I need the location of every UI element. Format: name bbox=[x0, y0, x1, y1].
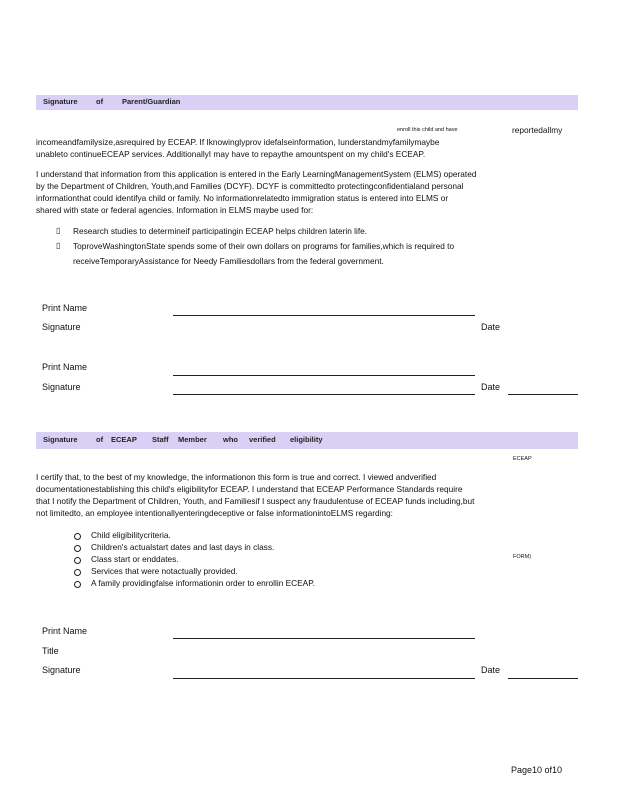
header-word: Signature bbox=[43, 435, 78, 444]
signature-field[interactable] bbox=[173, 394, 475, 395]
header-word: Signature bbox=[43, 97, 78, 106]
circle-bullet-icon bbox=[74, 569, 81, 576]
circle-bullet-icon bbox=[74, 557, 81, 564]
small-note: enroll this child and have bbox=[397, 127, 458, 133]
print-name-field[interactable] bbox=[173, 638, 475, 639]
print-name-field[interactable] bbox=[173, 375, 475, 376]
paragraph-line: I certify that, to the best of my knowledge, the informationon this form is true and correct. I viewed andverified bbox=[36, 472, 437, 482]
list-item: Class start or enddates. bbox=[91, 554, 179, 564]
signature-label: Signature bbox=[42, 382, 81, 392]
header-word: Parent/Guardian bbox=[122, 97, 181, 106]
paragraph-line: by the Department of Children, Youth,and Families (DCYF). DCYF is committedto protectingconfidentialand personal bbox=[36, 181, 464, 191]
header-word: ECEAP bbox=[111, 435, 137, 444]
small-tag: ECEAP bbox=[513, 456, 532, 462]
date-field[interactable] bbox=[508, 394, 578, 395]
date-label: Date bbox=[481, 382, 501, 392]
header-word: Staff bbox=[152, 435, 169, 444]
date-label: Date bbox=[481, 665, 501, 675]
paragraph-line: that I notify the Department of Children, Youth, and Familiesif I suspect any fraudulentuse of ECEAP funds including,but bbox=[36, 496, 475, 506]
header-word: eligibility bbox=[290, 435, 323, 444]
paragraph-line: I understand that information from this application is entered in the Early LearningManagementSystem (ELMS) operated bbox=[36, 169, 477, 179]
signature-field[interactable] bbox=[173, 678, 475, 679]
header-word: of bbox=[96, 97, 104, 106]
circle-bullet-icon bbox=[74, 533, 81, 540]
signature-label: Signature bbox=[42, 665, 81, 675]
list-item: Child eligibilitycriteria. bbox=[91, 530, 171, 540]
bullet-icon: ▯ bbox=[56, 226, 61, 235]
print-name-label: Print Name bbox=[42, 626, 88, 636]
parent-signature-header bbox=[36, 95, 578, 110]
staff-signature-header bbox=[36, 432, 578, 449]
print-name-label: Print Name bbox=[42, 303, 88, 313]
date-label: Date bbox=[481, 322, 501, 332]
paragraph-line: unableto continueECEAP services. AdditionallyI may have to repaythe amountspent on my child's ECEAP. bbox=[36, 149, 426, 159]
header-word: who bbox=[223, 435, 238, 444]
header-word: of bbox=[96, 435, 104, 444]
form-tag: FORM) bbox=[513, 554, 532, 560]
list-item: A family providingfalse informationin order to enrollin ECEAP. bbox=[91, 578, 315, 588]
title-label: Title bbox=[42, 646, 59, 656]
header-word: Member bbox=[178, 435, 207, 444]
bullet-text: ToproveWashingtonState spends some of their own dollars on programs for families,which is required to bbox=[73, 241, 455, 251]
paragraph-line: incomeandfamilysize,asrequired by ECEAP. If Iknowinglyprov idefalseinformation, Iunderstandmyfamilymaybe bbox=[36, 137, 440, 147]
print-name-field[interactable] bbox=[173, 315, 475, 316]
list-item: Services that were notactually provided. bbox=[91, 566, 238, 576]
bullet-icon: ▯ bbox=[56, 241, 61, 250]
small-note-tail: reportedallmy bbox=[512, 125, 563, 135]
print-name-label: Print Name bbox=[42, 362, 88, 372]
paragraph-line: shared with state or federal agencies. Information in ELMS maybe used for: bbox=[36, 205, 314, 215]
circle-bullet-icon bbox=[74, 545, 81, 552]
circle-bullet-icon bbox=[74, 581, 81, 588]
page-number: Page10 of10 bbox=[511, 765, 563, 775]
list-item: Children's actualstart dates and last days in class. bbox=[91, 542, 275, 552]
bullet-text: receiveTemporaryAssistance for Needy Familiesdollars from the federal government. bbox=[73, 256, 384, 266]
paragraph-line: documentationestablishing this child's eligibilityfor ECEAP. I understand that ECEAP Performance Standards require bbox=[36, 484, 463, 494]
paragraph-line: informationthat could identifya child or family. No informationrelatedto immigration status is entered into ELMS or bbox=[36, 193, 449, 203]
bullet-text: Research studies to determineif participatingin ECEAP helps children laterin life. bbox=[73, 226, 368, 236]
header-word: verified bbox=[249, 435, 276, 444]
paragraph-line: not limitedto, an employee intentionallyenteringdeceptive or false informationintoELMS regarding: bbox=[36, 508, 393, 518]
date-field[interactable] bbox=[508, 678, 578, 679]
signature-label: Signature bbox=[42, 322, 81, 332]
